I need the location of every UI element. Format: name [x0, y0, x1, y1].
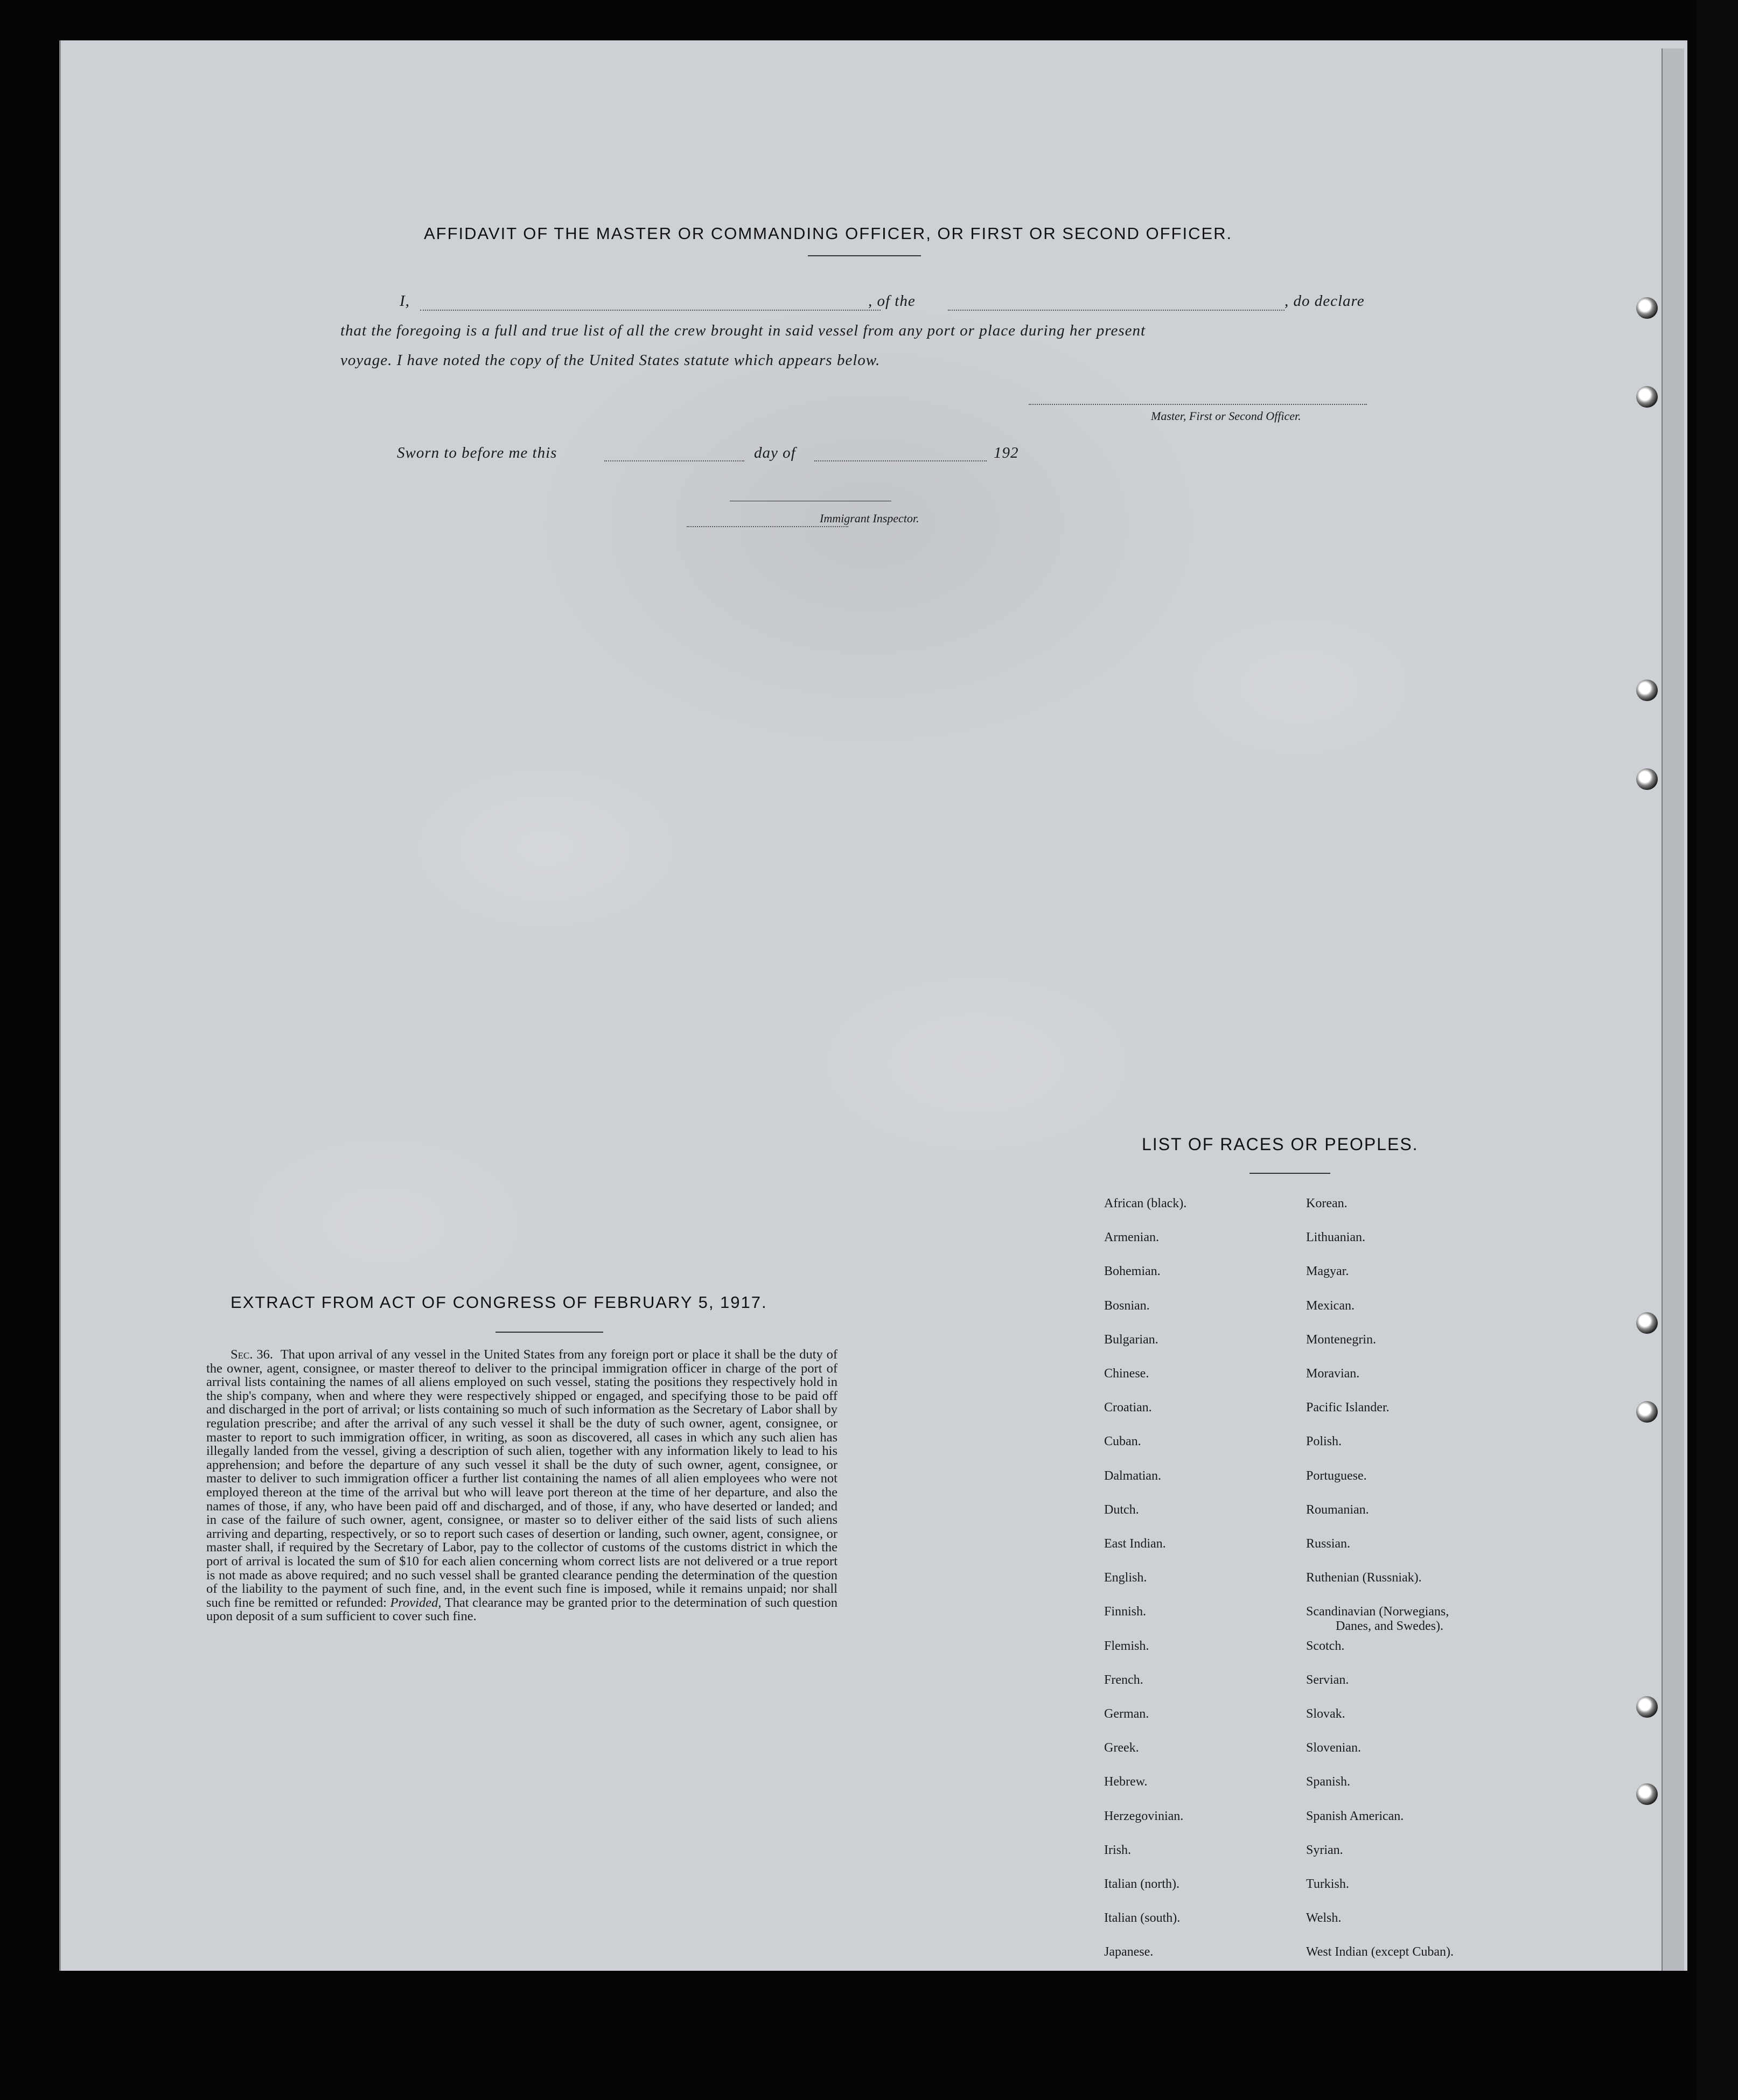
title-rule	[808, 255, 921, 256]
race-item: West Indian (except Cuban).	[1306, 1945, 1454, 1959]
race-item: Bulgarian.	[1104, 1332, 1158, 1347]
race-item: East Indian.	[1104, 1537, 1166, 1551]
races-rule	[1250, 1173, 1330, 1174]
race-item: Dutch.	[1104, 1502, 1139, 1517]
punch-hole	[1636, 680, 1658, 701]
signature-caption: Master, First or Second Officer.	[1151, 409, 1301, 423]
race-item: Portuguese.	[1306, 1468, 1367, 1483]
race-item: English.	[1104, 1571, 1147, 1585]
race-item: Croatian.	[1104, 1401, 1152, 1415]
race-item: Irish.	[1104, 1843, 1131, 1857]
do-declare-label: , do declare	[1285, 292, 1365, 310]
scanner-border	[1697, 0, 1738, 2100]
race-item: Scandinavian (Norwegians,	[1306, 1605, 1449, 1619]
act-section-36	[206, 1348, 837, 1623]
inspector-caption: Immigrant Inspector.	[820, 512, 919, 525]
race-item: Moravian.	[1306, 1367, 1360, 1381]
race-item: Slovenian.	[1306, 1741, 1361, 1755]
punch-hole	[1636, 386, 1658, 408]
race-item: Scotch.	[1306, 1639, 1345, 1653]
race-item: Greek.	[1104, 1741, 1139, 1755]
month-blank[interactable]	[814, 460, 987, 461]
race-item: Roumanian.	[1306, 1502, 1369, 1517]
punch-hole	[1636, 1401, 1658, 1423]
year-prefix: 192	[994, 444, 1019, 461]
race-item: Slovak.	[1306, 1707, 1345, 1721]
race-item: Danes, and Swedes).	[1336, 1619, 1443, 1634]
race-item: Cuban.	[1104, 1434, 1141, 1449]
affidavit-title: AFFIDAVIT OF THE MASTER OR COMMANDING OFFICER, OR FIRST OR SECOND OFFICER.	[424, 224, 1233, 243]
race-item: African (black).	[1104, 1196, 1187, 1210]
punch-hole	[1636, 768, 1658, 790]
race-item: Spanish.	[1306, 1775, 1351, 1789]
race-item: Armenian.	[1104, 1230, 1159, 1245]
day-blank[interactable]	[604, 460, 744, 461]
race-item: Pacific Islander.	[1306, 1401, 1390, 1415]
race-item: Mexican.	[1306, 1298, 1355, 1313]
inspector-blank[interactable]	[687, 526, 848, 527]
race-item: Montenegrin.	[1306, 1332, 1376, 1347]
race-item: Japanese.	[1104, 1945, 1154, 1959]
race-item: Syrian.	[1306, 1843, 1343, 1857]
sworn-label: Sworn to before me this	[397, 444, 557, 461]
signature-blank[interactable]	[1029, 404, 1367, 405]
section-body-end: That clearance may be granted prior to the determination of such question upon deposit of a sum sufficient to cover such fine.	[206, 1595, 837, 1624]
vessel-blank[interactable]	[948, 310, 1285, 311]
of-the-label: , of the	[868, 292, 916, 310]
section-body: That upon arrival of any vessel in the United States from any foreign port or place it shall be the duty of the owner, agent, consignee, or master thereof to deliver to the principal immigration officer in charge of the port of arrival lists containing the names of all aliens employed on such vessel, stating the positions they respectively hold in the ship's company, when and where they were respectively shipped or engaged, and specifying those to be paid off and discharged in the port of arrival; or lists containing so much of such information as the Secretary of Labor shall by regulation prescribe; and after the arrival of any such vessel it shall be the duty of such owner, agent, consignee, or master to report to such immigration officer, in writing, as soon as discovered, all cases in which any such alien has illegally landed from the vessel, giving a description of such alien, together with any information likely to lead to his apprehension; and before the departure of any such vessel it shall be the duty of such owner, agent, consignee, or master to deliver to such immigration officer a further list containing the names of all alien employees who were not employed thereon at the time of the arrival but who will leave port thereon at the time of her departure, and also the names of those, if any, who have been paid off and discharged, and of those, if any, who have deserted or landed; and in case of the failure of such owner, agent, consignee, or master so to deliver either of the said lists of such aliens arriving and departing, respectively, or so to report such cases of desertion or landing, such owner, agent, consignee, or master shall, if required by the Secretary of Labor, pay to the collector of customs of the customs district in which the port of arrival is located the sum of $10 for each alien concerning whom correct lists are not delivered or a true report is not made as above required; and no such vessel shall be granted clearance pending the determination of the question of the liability to the payment of such fine, and, in the event such fine is imposed, while it remains unpaid; nor shall such fine be remitted or refunded:	[206, 1347, 837, 1610]
race-item: Dalmatian.	[1104, 1468, 1161, 1483]
i-label: I,	[400, 292, 410, 310]
affidavit-line-3: voyage. I have noted the copy of the United States statute which appears below.	[340, 352, 881, 369]
race-item: Magyar.	[1306, 1264, 1349, 1279]
race-item: Turkish.	[1306, 1877, 1349, 1891]
race-item: Finnish.	[1104, 1605, 1147, 1619]
race-item: Bohemian.	[1104, 1264, 1161, 1279]
race-item: Bosnian.	[1104, 1298, 1150, 1313]
provided-label: Provided,	[390, 1595, 442, 1610]
race-item: Herzegovinian.	[1104, 1809, 1184, 1823]
race-item: Hebrew.	[1104, 1775, 1148, 1789]
punch-hole	[1636, 1783, 1658, 1805]
section-label: Sec. 36.	[231, 1347, 273, 1362]
race-item: Chinese.	[1104, 1367, 1149, 1381]
punch-hole	[1636, 1696, 1658, 1718]
race-item: Spanish American.	[1306, 1809, 1404, 1823]
race-item: French.	[1104, 1672, 1143, 1687]
race-item: Italian (south).	[1104, 1911, 1181, 1926]
race-item: Korean.	[1306, 1196, 1348, 1210]
races-title: LIST OF RACES OR PEOPLES.	[1142, 1135, 1419, 1154]
race-item: German.	[1104, 1707, 1149, 1721]
race-item: Flemish.	[1104, 1639, 1149, 1653]
race-item: Polish.	[1306, 1434, 1342, 1449]
day-of-label: day of	[754, 444, 796, 461]
race-item: Russian.	[1306, 1537, 1351, 1551]
extract-rule	[495, 1332, 603, 1333]
affidavit-line-2: that the foregoing is a full and true list of all the crew brought in said vessel from any port or place during her present	[340, 322, 1146, 339]
extract-title: EXTRACT FROM ACT OF CONGRESS OF FEBRUARY 5, 1917.	[231, 1293, 767, 1312]
punch-hole	[1636, 1312, 1658, 1334]
race-item: Servian.	[1306, 1672, 1349, 1687]
race-item: Lithuanian.	[1306, 1230, 1365, 1245]
name-blank[interactable]	[420, 310, 881, 311]
race-item: Ruthenian (Russniak).	[1306, 1571, 1422, 1585]
punch-hole	[1636, 297, 1658, 319]
sheet-edge	[1662, 48, 1684, 1971]
race-item: Welsh.	[1306, 1911, 1342, 1926]
race-item: Italian (north).	[1104, 1877, 1179, 1891]
